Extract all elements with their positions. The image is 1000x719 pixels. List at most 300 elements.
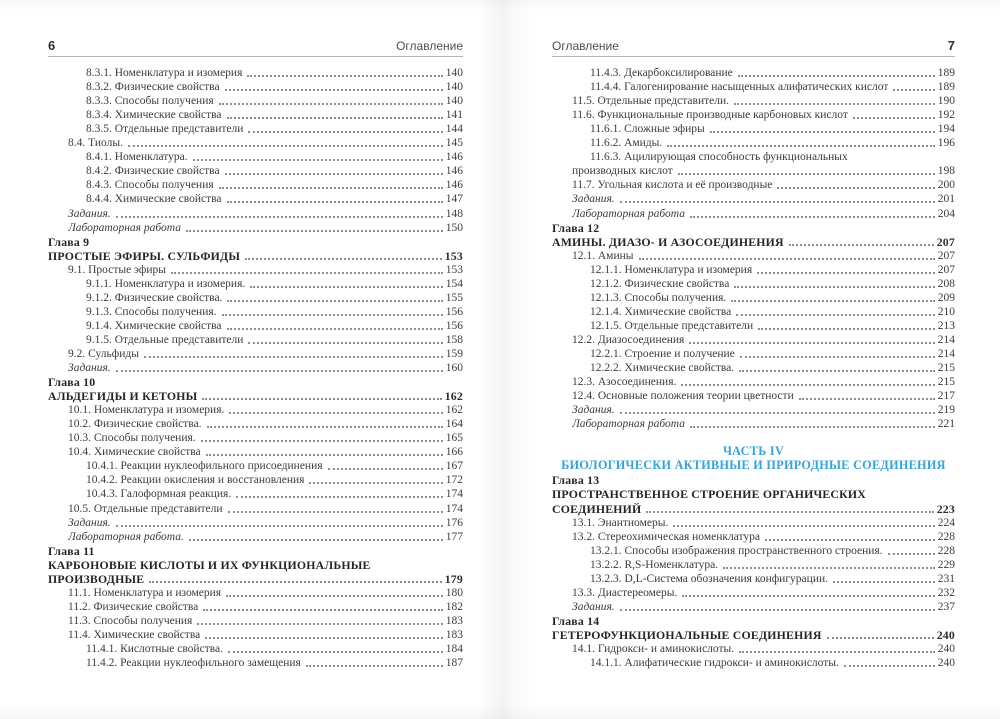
toc-entry-text: Лабораторная работа [572, 207, 685, 220]
toc-entry-page: 201 [937, 193, 955, 206]
toc-entry-page: 189 [937, 67, 955, 80]
toc-entry-page: 229 [937, 558, 955, 571]
toc-entry-text: 9.2. Сульфиды [68, 347, 139, 360]
toc-entry-page: 187 [445, 657, 463, 670]
toc-entry-text: 13.2.3. D,L-Система обозначения конфигурации. [590, 572, 828, 585]
toc-entry-text: 10.3. Способы получения. [68, 432, 196, 445]
dot-leader [149, 581, 441, 583]
toc-entry-page: 153 [445, 263, 463, 276]
toc-entry [552, 389, 955, 403]
toc-entry [48, 178, 463, 192]
toc-entry-page: 140 [445, 81, 463, 94]
dot-leader [758, 328, 935, 330]
toc-entry [48, 136, 463, 150]
right-header-rule [552, 56, 955, 57]
toc-entry-page: 223 [936, 501, 955, 516]
toc-entry-page: 177 [445, 530, 463, 543]
dot-leader [248, 131, 442, 133]
dot-leader [799, 398, 935, 400]
toc-entry [552, 445, 955, 459]
dot-leader [689, 342, 934, 344]
toc-entry [552, 221, 955, 235]
toc-entry-page: 240 [937, 642, 955, 655]
left-header-rule [48, 56, 463, 57]
toc-entry [48, 361, 463, 375]
toc-entry-text: Задания. [68, 362, 111, 375]
toc-entry [552, 178, 955, 192]
toc-entry-text: АМИНЫ. ДИАЗО- И АЗОСОЕДИНЕНИЯ [552, 235, 784, 249]
toc-entry [552, 501, 955, 515]
toc-entry-text: АЛЬДЕГИДЫ И КЕТОНЫ [48, 390, 198, 404]
dot-leader [620, 412, 935, 414]
dot-leader [620, 609, 935, 611]
toc-entry [48, 544, 463, 558]
toc-entry-page: 146 [445, 165, 463, 178]
dot-leader [186, 230, 443, 232]
toc-entry [48, 459, 463, 473]
toc-entry-text: 10.4.1. Реакции нуклеофильного присоединения [86, 460, 323, 473]
toc-entry-page: 215 [937, 376, 955, 389]
toc-entry-text: Задания. [68, 207, 111, 220]
toc-entry-page: 198 [937, 165, 955, 178]
toc-entry-page: 158 [445, 333, 463, 346]
toc-entry-text: КАРБОНОВЫЕ КИСЛОТЫ И ИХ ФУНКЦИОНАЛЬНЫЕ [48, 558, 371, 572]
toc-entry [552, 66, 955, 80]
toc-entry [48, 150, 463, 164]
toc-entry-text: Задания. [572, 193, 615, 206]
toc-entry [48, 206, 463, 220]
toc-entry-text: 9.1.4. Химические свойства [86, 319, 222, 332]
toc-entry [48, 108, 463, 122]
toc-entry-text: Задания. [68, 516, 111, 529]
toc-entry [552, 206, 955, 220]
dot-leader [844, 665, 935, 667]
toc-entry [48, 319, 463, 333]
dot-leader [306, 665, 443, 667]
dot-leader [226, 595, 443, 597]
toc-entry-text: 9.1.2. Физические свойства. [86, 291, 223, 304]
toc-entry-page: 231 [937, 572, 955, 585]
toc-entry-text: 11.5. Отдельные представители. [572, 95, 729, 108]
toc-entry-page: 154 [445, 277, 463, 290]
toc-entry-text: 8.3.5. Отдельные представители [86, 123, 244, 136]
toc-entry [552, 347, 955, 361]
toc-entry-text: 12.3. Азосоединения. [572, 376, 677, 389]
dot-leader [731, 300, 934, 302]
toc-entry-page: 156 [445, 305, 463, 318]
toc-entry-page: 183 [445, 614, 463, 627]
toc-entry [552, 277, 955, 291]
toc-entry [48, 122, 463, 136]
toc-entry-page: 155 [445, 291, 463, 304]
toc-entry [48, 558, 463, 572]
toc-entry [48, 431, 463, 445]
toc-entry-text: 11.4.2. Реакции нуклеофильного замещения [86, 657, 301, 670]
dot-leader [128, 145, 443, 147]
left-page-number: 6 [48, 38, 56, 53]
toc-entry-text: 11.4. Химические свойства [68, 628, 201, 641]
toc-entry-page: 240 [937, 657, 955, 670]
toc-entry [552, 319, 955, 333]
toc-entry [552, 473, 955, 487]
toc-entry-page: 166 [445, 446, 463, 459]
dot-leader [757, 272, 935, 274]
dot-leader [245, 258, 442, 260]
toc-entry-text: Глава 10 [48, 376, 96, 390]
toc-entry-text: 10.5. Отдельные представители [68, 502, 223, 515]
dot-leader [227, 117, 443, 119]
toc-entry [552, 108, 955, 122]
toc-entry-text: 11.6. Функциональные производные карбоновых кислот [572, 109, 848, 122]
toc-entry [552, 558, 955, 572]
dot-leader [710, 131, 935, 133]
dot-leader [765, 539, 935, 541]
toc-entry [552, 94, 955, 108]
dot-leader [116, 525, 443, 527]
toc-entry [48, 417, 463, 431]
toc-entry [48, 445, 463, 459]
dot-leader [736, 314, 934, 316]
dot-leader [207, 426, 443, 428]
dot-leader [789, 244, 934, 246]
toc-entry [48, 333, 463, 347]
toc-entry-text: ПРОСТЫЕ ЭФИРЫ. СУЛЬФИДЫ [48, 249, 241, 263]
toc-entry-page: 162 [444, 389, 463, 404]
toc-entry-page: 183 [445, 628, 463, 641]
toc-entry-text: 8.3.3. Способы получения [86, 95, 214, 108]
toc-entry-page: 141 [445, 109, 463, 122]
toc-entry-page: 164 [445, 418, 463, 431]
dot-leader [144, 356, 443, 358]
toc-entry-page: 221 [937, 418, 955, 431]
dot-leader [667, 145, 934, 147]
toc-entry-text: 11.4.4. Галогенирование насыщенных алифатических кислот [590, 81, 889, 94]
toc-entry [48, 628, 463, 642]
toc-entry [552, 586, 955, 600]
toc-entry-text: 11.1. Номенклатура и изомерия [68, 586, 222, 599]
toc-entry-text: Лабораторная работа. [68, 530, 184, 543]
toc-entry [48, 389, 463, 403]
toc-entry-page: 219 [937, 404, 955, 417]
toc-entry-text: 8.4.1. Номенклатура. [86, 151, 188, 164]
toc-entry-page: 146 [445, 179, 463, 192]
toc-entry-text: 11.7. Угольная кислота и её производные [572, 179, 773, 192]
toc-entry-text: ГЕТЕРОФУНКЦИОНАЛЬНЫЕ СОЕДИНЕНИЯ [552, 628, 822, 642]
toc-entry [552, 164, 955, 178]
toc-entry-text: ЧАСТЬ IV [722, 444, 785, 459]
toc-entry-page: 176 [445, 516, 463, 529]
toc-entry-page: 194 [937, 123, 955, 136]
toc-entry-text: 13.3. Диастереомеры. [572, 586, 678, 599]
toc-entry-text: Глава 11 [48, 544, 95, 558]
toc-entry-text: 13.1. Энантиомеры. [572, 516, 669, 529]
toc-entry-text: 9.1.5. Отдельные представители [86, 333, 244, 346]
toc-entry-text: 10.1. Номенклатура и изомерия. [68, 404, 225, 417]
toc-entry-page: 228 [937, 544, 955, 557]
dot-leader [309, 482, 442, 484]
dot-leader [682, 595, 934, 597]
toc-entry [48, 642, 463, 656]
toc-entry-text: 12.1.1. Номенклатура и изомерия [590, 263, 753, 276]
dot-leader [639, 258, 935, 260]
toc-entry [552, 291, 955, 305]
toc-entry-page: 207 [936, 234, 955, 249]
toc-entry-page: 144 [445, 123, 463, 136]
toc-entry-page: 192 [937, 109, 955, 122]
toc-entry-page: 190 [937, 95, 955, 108]
dot-leader [225, 173, 443, 175]
toc-entry-text: 8.4.2. Физические свойства [86, 165, 220, 178]
toc-entry-text: 11.6.2. Амиды. [590, 137, 663, 150]
toc-entry-page: 214 [937, 347, 955, 360]
dot-leader [738, 75, 935, 77]
toc-entry-text: Глава 13 [552, 474, 600, 488]
toc-entry [552, 572, 955, 586]
toc-entry-text: Задания. [572, 404, 615, 417]
toc-entry [48, 586, 463, 600]
toc-entry-text: 13.2.2. R,S-Номенклатура. [590, 558, 719, 571]
toc-entry [552, 459, 955, 473]
dot-leader [681, 384, 934, 386]
toc-entry-text: 13.2.1. Способы изображения пространственного строения. [590, 544, 883, 557]
toc-entry [48, 375, 463, 389]
toc-entry [552, 417, 955, 431]
right-page-number: 7 [947, 38, 955, 53]
dot-leader [690, 426, 935, 428]
toc-entry [552, 530, 955, 544]
toc-entry-page: 160 [445, 362, 463, 375]
dot-leader [734, 103, 935, 105]
dot-leader [853, 117, 935, 119]
toc-entry-text: БИОЛОГИЧЕСКИ АКТИВНЫЕ И ПРИРОДНЫЕ СОЕДИНЕНИЯ [561, 458, 946, 473]
toc-entry [48, 291, 463, 305]
dot-leader [723, 567, 935, 569]
page-gutter-shadow [478, 0, 536, 719]
right-page-header [552, 38, 955, 53]
toc-entry [48, 192, 463, 206]
toc-entry-text: 11.2. Физические свойства [68, 600, 199, 613]
toc-entry-text: 11.4.1. Кислотные свойства. [86, 642, 223, 655]
dot-leader [328, 468, 443, 470]
toc-entry [552, 305, 955, 319]
dot-leader [646, 511, 933, 513]
dot-leader [189, 539, 443, 541]
toc-entry-text: Глава 12 [552, 221, 600, 235]
toc-entry-page: 140 [445, 67, 463, 80]
toc-entry-text: 8.3.1. Номенклатура и изомерия [86, 67, 243, 80]
toc-entry-page: 180 [445, 586, 463, 599]
left-page-header [48, 38, 463, 53]
toc-entry-page: 147 [445, 193, 463, 206]
dot-leader [734, 286, 934, 288]
toc-entry [48, 235, 463, 249]
toc-entry [48, 305, 463, 319]
toc-entry-text: 11.6.3. Ацилирующая способность функциональных [590, 151, 848, 164]
toc-entry-text: 14.1.1. Алифатические гидрокси- и аминокислоты. [590, 657, 839, 670]
dot-leader [893, 89, 934, 91]
toc-entry-text: 12.1.3. Способы получения. [590, 291, 727, 304]
dot-leader [227, 201, 443, 203]
toc-entry [48, 80, 463, 94]
right-running-title: Оглавление [552, 39, 619, 53]
dot-leader [228, 511, 443, 513]
toc-entry-page: 207 [937, 263, 955, 276]
dot-leader [250, 286, 443, 288]
toc-entry [552, 544, 955, 558]
toc-entry [48, 572, 463, 586]
dot-leader [225, 89, 443, 91]
dot-leader [247, 75, 442, 77]
toc-entry-page: 146 [445, 151, 463, 164]
toc-entry-page: 150 [445, 221, 463, 234]
toc-entry-page: 156 [445, 319, 463, 332]
toc-entry-text: 8.4. Тиолы. [68, 137, 123, 150]
toc-entry-text: ПРОСТРАНСТВЕННОЕ СТРОЕНИЕ ОРГАНИЧЕСКИХ [552, 488, 866, 502]
toc-entry-text: 9.1.1. Номенклатура и изомерия. [86, 277, 246, 290]
dot-leader [219, 103, 443, 105]
toc-entry [48, 263, 463, 277]
dot-leader [740, 356, 935, 358]
toc-entry-page: 162 [445, 404, 463, 417]
toc-entry-page: 213 [937, 319, 955, 332]
dot-leader [219, 187, 443, 189]
dot-leader [193, 159, 443, 161]
toc-entry-page: 209 [937, 291, 955, 304]
toc-entry-text: 10.4.3. Галоформная реакция. [86, 488, 232, 501]
toc-entry [552, 192, 955, 206]
toc-entry [48, 530, 463, 544]
toc-entry-page: 210 [937, 305, 955, 318]
toc-entry-text: 11.3. Способы получения [68, 614, 193, 627]
toc-entry-text: ПРОИЗВОДНЫЕ [48, 572, 145, 586]
toc-entry [552, 614, 955, 628]
toc-entry-page: 228 [937, 530, 955, 543]
dot-leader [202, 398, 441, 400]
dot-leader [197, 623, 442, 625]
dot-leader [201, 440, 443, 442]
dot-leader [206, 454, 443, 456]
toc-entry-page: 240 [936, 627, 955, 642]
toc-entry [552, 403, 955, 417]
toc-entry-page: 200 [937, 179, 955, 192]
left-page [48, 38, 463, 670]
toc-entry-text: Лабораторная работа [572, 418, 685, 431]
top-edge-shadow [0, 0, 1000, 12]
toc-entry-text: 12.2. Диазосоединения [572, 333, 685, 346]
toc-entry-text: Глава 9 [48, 235, 90, 249]
toc-entry-page: 165 [445, 432, 463, 445]
dot-leader [673, 525, 934, 527]
toc-entry [48, 487, 463, 501]
toc-entry [48, 614, 463, 628]
toc-entry [552, 136, 955, 150]
toc-entry [48, 516, 463, 530]
toc-entry-text: 8.4.3. Способы получения [86, 179, 214, 192]
toc-entry [552, 80, 955, 94]
left-running-title: Оглавление [396, 39, 463, 53]
toc-entry-text: 14.1. Гидрокси- и аминокислоты. [572, 642, 735, 655]
toc-entry [552, 656, 955, 670]
dot-leader [203, 609, 442, 611]
toc-entry-text: 12.1. Амины [572, 249, 634, 262]
toc-entry [48, 277, 463, 291]
toc-entry-page: 159 [445, 347, 463, 360]
dot-leader [171, 272, 443, 274]
toc-entry [552, 361, 955, 375]
toc-entry [552, 628, 955, 642]
toc-entry-page: 182 [445, 600, 463, 613]
toc-entry-page: 174 [445, 502, 463, 515]
dot-leader [777, 187, 934, 189]
toc-entry [48, 94, 463, 108]
toc-entry-text: 12.1.5. Отдельные представители [590, 319, 754, 332]
toc-entry-page: 189 [937, 81, 955, 94]
toc-entry-page: 214 [937, 333, 955, 346]
toc-entry [48, 501, 463, 515]
toc-entry [552, 516, 955, 530]
toc-entry [48, 473, 463, 487]
dot-leader [248, 342, 442, 344]
toc-entry-page: 167 [445, 460, 463, 473]
dot-leader [222, 314, 443, 316]
toc-entry-page: 215 [937, 362, 955, 375]
dot-leader [739, 651, 935, 653]
dot-leader [227, 328, 443, 330]
toc-entry [552, 249, 955, 263]
bottom-edge-shadow [0, 703, 1000, 719]
toc-entry-page: 208 [937, 277, 955, 290]
toc-entry-text: 13.2. Стереохимическая номенклатура [572, 530, 760, 543]
toc-entry-page: 153 [444, 248, 463, 263]
dot-leader [116, 370, 443, 372]
toc-entry [48, 249, 463, 263]
toc-entry [552, 600, 955, 614]
toc-entry-page: 217 [937, 390, 955, 403]
toc-entry-text: 8.4.4. Химические свойства [86, 193, 222, 206]
toc-entry [552, 150, 955, 164]
toc-entry-text: 8.3.2. Физические свойства [86, 81, 220, 94]
toc-entry-text: 12.2.1. Строение и получение [590, 347, 735, 360]
right-page [552, 38, 955, 670]
toc-entry-text: Задания. [572, 600, 615, 613]
dot-leader [888, 553, 935, 555]
toc-entry-page: 148 [445, 207, 463, 220]
toc-entry-page: 184 [445, 642, 463, 655]
toc-entry-text: производных кислот [572, 165, 673, 178]
toc-entry [48, 347, 463, 361]
toc-entry-text: 10.4.2. Реакции окисления и восстановления [86, 474, 305, 487]
toc-entry-page: 207 [937, 249, 955, 262]
dot-leader [833, 581, 935, 583]
dot-leader [116, 216, 443, 218]
toc-entry [48, 66, 463, 80]
toc-entry [552, 122, 955, 136]
toc-entry-page: 174 [445, 488, 463, 501]
toc-entry [552, 235, 955, 249]
toc-entry [48, 164, 463, 178]
toc-entry-text: Глава 14 [552, 614, 600, 628]
toc-entry [48, 403, 463, 417]
toc-entry [552, 487, 955, 501]
toc-entry-page: 140 [445, 95, 463, 108]
toc-entry-text: 11.6.1. Сложные эфиры [590, 123, 705, 136]
toc-entry [552, 333, 955, 347]
dot-leader [678, 173, 935, 175]
toc-entry-text: 8.3.4. Химические свойства [86, 109, 222, 122]
toc-entry-text: 12.4. Основные положения теории цветности [572, 390, 794, 403]
dot-leader [827, 637, 934, 639]
dot-leader [739, 370, 935, 372]
